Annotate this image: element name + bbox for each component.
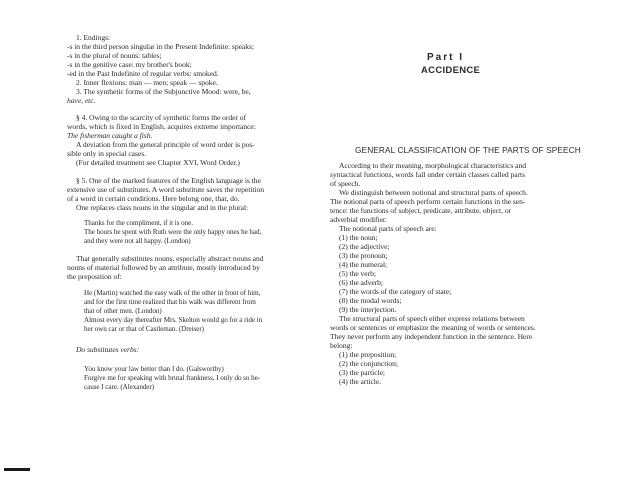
- example-line: Almost every day thereafter Mrs. Skelton would go for a ride in: [84, 316, 263, 324]
- text-line: They never perform any independent function in the sentence. Here: [330, 332, 533, 341]
- list-item: (6) the adverb;: [339, 278, 383, 287]
- example-line: cause I care. (Alexander): [84, 383, 155, 391]
- list-item: (3) the pronoun;: [339, 251, 388, 260]
- text-line: The fisherman caught a fish.: [67, 131, 153, 140]
- text-line: sible only in special cases.: [67, 149, 146, 158]
- text-line: The structural parts of speech either express relations between: [339, 314, 525, 323]
- list-item: (1) the noun;: [339, 233, 378, 242]
- example-line: The hours he spent with Ruth were the only happy ones he had,: [84, 228, 262, 236]
- text-line: of speech.: [330, 179, 361, 188]
- example-line: and they were not all happy. (London): [84, 237, 191, 245]
- example-line: that of other men. (London): [84, 307, 162, 315]
- text-line: -s in the plural of nouns: tables;: [67, 51, 162, 60]
- text-line: 2. Inner flexions: man — men; speak — spoke.: [76, 78, 218, 87]
- list-item: (9) the interjection.: [339, 305, 397, 314]
- text-line: -ed in the Past Indefinite of regular verbs: smoked.: [67, 69, 219, 78]
- text-line: words, which is fixed in English, acquires extreme importance:: [67, 122, 256, 131]
- list-item: (7) the words of the category of state;: [339, 287, 452, 296]
- example-line: her own car or that of Castleman. (Dreiser): [84, 325, 204, 333]
- example-line: You know your law better than I do. (Galsworthy): [84, 365, 224, 373]
- list-item: (1) the preposition;: [339, 350, 397, 359]
- text-line: We distinguish between notional and structural parts of speech.: [339, 188, 528, 197]
- text-line: The notional parts of speech are:: [339, 224, 437, 233]
- scan-mark: [4, 468, 30, 471]
- list-item: (4) the numeral;: [339, 260, 388, 269]
- text-line: § 4. Owing to the scarcity of synthetic forms the order of: [76, 113, 247, 122]
- text-line: belong:: [330, 341, 353, 350]
- text-line: -s in the genitive case: my brother's book;: [67, 60, 192, 69]
- text-line: words or sentences or emphasize the meaning of words or sentences.: [330, 323, 536, 332]
- text-line: have, etc.: [67, 96, 96, 105]
- accidence-heading: ACCIDENCE: [421, 65, 481, 76]
- text-line: nouns of material followed by an attribute, mostly introduced by: [67, 263, 260, 272]
- text-line: The notional parts of speech perform certain functions in the sen-: [330, 197, 526, 206]
- list-item: (2) the conjunction;: [339, 359, 398, 368]
- part-label: Part I: [427, 52, 465, 63]
- text-line: (For detailed treatment see Chapter XVI, Word Order.): [76, 158, 240, 167]
- example-line: He (Martin) watched the easy walk of the other in front of him,: [84, 289, 261, 297]
- list-item: (3) the particle;: [339, 368, 385, 377]
- list-item: (2) the adjective;: [339, 242, 390, 251]
- text-line: § 5. One of the marked features of the English language is the: [76, 176, 261, 185]
- text-line: the preposition of:: [67, 272, 122, 281]
- text-line: adverbial modifier.: [330, 215, 387, 224]
- example-line: Thanks for the compliment, if it is one.: [84, 219, 193, 227]
- section-title: GENERAL CLASSIFICATION OF THE PARTS OF SPEECH: [355, 145, 581, 155]
- text-line: One replaces class nouns in the singular and in the plural:: [76, 203, 249, 212]
- text-line: According to their meaning, morphological characteristics and: [339, 161, 526, 170]
- list-item: (5) the verb;: [339, 269, 376, 278]
- text-line: tence: the functions of subject, predicate, attribute, object, or: [330, 206, 512, 215]
- example-line: and for the first time realized that his walk was different from: [84, 298, 256, 306]
- text-line: syntactical functions, words fall under certain classes called parts: [330, 170, 526, 179]
- text-line: Do substitutes verbs:: [76, 345, 140, 354]
- example-line: Forgive me for speaking with brutal frankness, I only do so be-: [84, 374, 260, 382]
- text-line: -s in the third person singular in the Present Indefinite: speaks;: [67, 42, 254, 51]
- text-line: A deviation from the general principle of word order is pos-: [76, 140, 255, 149]
- list-item: (4) the article.: [339, 377, 381, 386]
- text-line: extensive use of substitutes. A word substitute saves the repetition: [67, 185, 264, 194]
- text-line: 1. Endings:: [76, 33, 111, 42]
- list-item: (8) the modal words;: [339, 296, 402, 305]
- text-line: of a word in certain conditions. Here belong one, that, do.: [67, 194, 240, 203]
- text-line: 3. The synthetic forms of the Subjunctive Mood: were, be,: [76, 87, 251, 96]
- text-line: That generally substitutes nouns, especially abstract nouns and: [76, 254, 264, 263]
- right-page: [319, 0, 638, 477]
